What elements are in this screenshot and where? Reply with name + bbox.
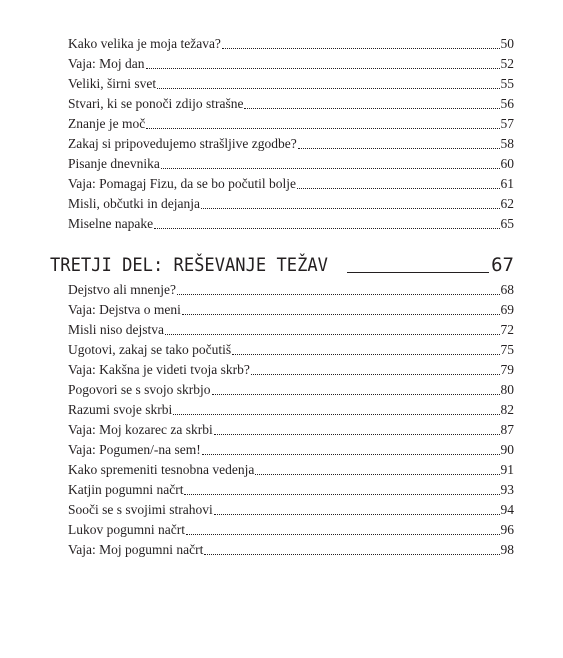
toc-entry	[68, 380, 514, 400]
toc-entry-page: 90	[500, 442, 514, 457]
dot-leader	[255, 473, 499, 475]
toc-entry	[68, 134, 514, 154]
dot-leader	[157, 87, 499, 89]
toc-entry-page: 91	[500, 462, 514, 477]
dot-leader	[177, 293, 500, 295]
toc-entry-title: Veliki, širni svet	[68, 76, 157, 91]
dot-leader	[214, 513, 500, 515]
section-rule	[347, 271, 489, 273]
toc-entry	[68, 194, 514, 214]
toc-list-part-three	[68, 280, 514, 560]
toc-entry	[68, 280, 514, 300]
toc-entry-title: Dejstvo ali mnenje?	[68, 282, 176, 297]
dot-leader	[146, 127, 499, 129]
toc-entry	[68, 154, 514, 174]
toc-entry-title: Katjin pogumni načrt	[68, 482, 184, 497]
section-heading	[50, 250, 514, 276]
toc-entry-page: 58	[500, 136, 514, 151]
toc-entry-page: 80	[500, 382, 514, 397]
toc-entry-page: 60	[500, 156, 514, 171]
dot-leader	[232, 353, 499, 355]
toc-entry-title: Razumi svoje skrbi	[68, 402, 173, 417]
toc-entry	[68, 520, 514, 540]
toc-entry	[68, 340, 514, 360]
toc-entry-page: 61	[500, 176, 514, 191]
toc-entry	[68, 400, 514, 420]
dot-leader	[146, 67, 500, 69]
toc-entry-title: Vaja: Kakšna je videti tvoja skrb?	[68, 362, 250, 377]
toc-entry	[68, 214, 514, 234]
toc-entry-title: Vaja: Pomagaj Fizu, da se bo počutil bolje	[68, 176, 296, 191]
dot-leader	[297, 187, 500, 189]
toc-entry-title: Vaja: Moj pogumni načrt	[68, 542, 204, 557]
dot-leader	[298, 147, 500, 149]
dot-leader	[204, 553, 499, 555]
toc-entry-page: 93	[500, 482, 514, 497]
dot-leader	[186, 533, 500, 535]
toc-entry	[68, 114, 514, 134]
toc-entry-title: Vaja: Moj kozarec za skrbi	[68, 422, 213, 437]
toc-entry-page: 75	[500, 342, 514, 357]
toc-entry-title: Stvari, ki se ponoči zdijo strašne	[68, 96, 244, 111]
toc-entry	[68, 460, 514, 480]
toc-entry-page: 52	[500, 56, 514, 71]
toc-entry-page: 68	[500, 282, 514, 297]
toc-entry	[68, 440, 514, 460]
dot-leader	[165, 333, 499, 335]
toc-entry	[68, 500, 514, 520]
dot-leader	[182, 313, 500, 315]
toc-entry-title: Miselne napake	[68, 216, 154, 231]
toc-entry	[68, 174, 514, 194]
toc-entry-title: Pogovori se s svojo skrbjo	[68, 382, 211, 397]
toc-entry-page: 72	[500, 322, 514, 337]
toc-entry-title: Znanje je moč	[68, 116, 146, 131]
dot-leader	[201, 207, 500, 209]
toc-entry	[68, 480, 514, 500]
toc-entry-page: 79	[500, 362, 514, 377]
toc-entry-page: 56	[500, 96, 514, 111]
section-title: TRETJI DEL: REŠEVANJE TEŽAV	[50, 254, 328, 276]
dot-leader	[202, 453, 500, 455]
toc-entry	[68, 34, 514, 54]
toc-entry-page: 69	[500, 302, 514, 317]
toc-entry-page: 65	[500, 216, 514, 231]
toc-entry-title: Kako velika je moja težava?	[68, 36, 221, 51]
toc-entry-page: 87	[500, 422, 514, 437]
dot-leader	[212, 393, 500, 395]
toc-entry-title: Ugotovi, zakaj se tako počutiš	[68, 342, 232, 357]
dot-leader	[214, 433, 500, 435]
toc-entry	[68, 320, 514, 340]
dot-leader	[154, 227, 499, 229]
toc-entry-page: 82	[500, 402, 514, 417]
toc-entry-page: 55	[500, 76, 514, 91]
toc-entry	[68, 300, 514, 320]
toc-entry-page: 96	[500, 522, 514, 537]
toc-entry-page: 50	[500, 36, 514, 51]
toc-entry-title: Vaja: Dejstva o meni	[68, 302, 181, 317]
toc-entry-title: Misli, občutki in dejanja	[68, 196, 200, 211]
toc-entry-page: 62	[500, 196, 514, 211]
toc-entry	[68, 360, 514, 380]
toc-entry-title: Vaja: Pogumen/-na sem!	[68, 442, 201, 457]
toc-entry	[68, 94, 514, 114]
section-page: 67	[491, 254, 514, 276]
toc-entry-title: Lukov pogumni načrt	[68, 522, 185, 537]
toc-entry-title: Misli niso dejstva	[68, 322, 165, 337]
toc-entry-title: Zakaj si pripovedujemo strašljive zgodbe?	[68, 136, 297, 151]
toc-entry	[68, 74, 514, 94]
toc-entry-page: 57	[500, 116, 514, 131]
dot-leader	[244, 107, 499, 109]
dot-leader	[161, 167, 500, 169]
toc-entry-title: Kako spremeniti tesnobna vedenja	[68, 462, 255, 477]
toc-entry-title: Sooči se s svojimi strahovi	[68, 502, 213, 517]
toc-list-part-two	[68, 34, 514, 234]
toc-entry	[68, 420, 514, 440]
dot-leader	[251, 373, 500, 375]
dot-leader	[222, 47, 500, 49]
dot-leader	[173, 413, 499, 415]
toc-entry	[68, 540, 514, 560]
toc-entry-title: Pisanje dnevnika	[68, 156, 160, 171]
dot-leader	[184, 493, 499, 495]
toc-entry	[68, 54, 514, 74]
toc-entry-page: 98	[500, 542, 514, 557]
toc-entry-page: 94	[500, 502, 514, 517]
toc-entry-title: Vaja: Moj dan	[68, 56, 145, 71]
